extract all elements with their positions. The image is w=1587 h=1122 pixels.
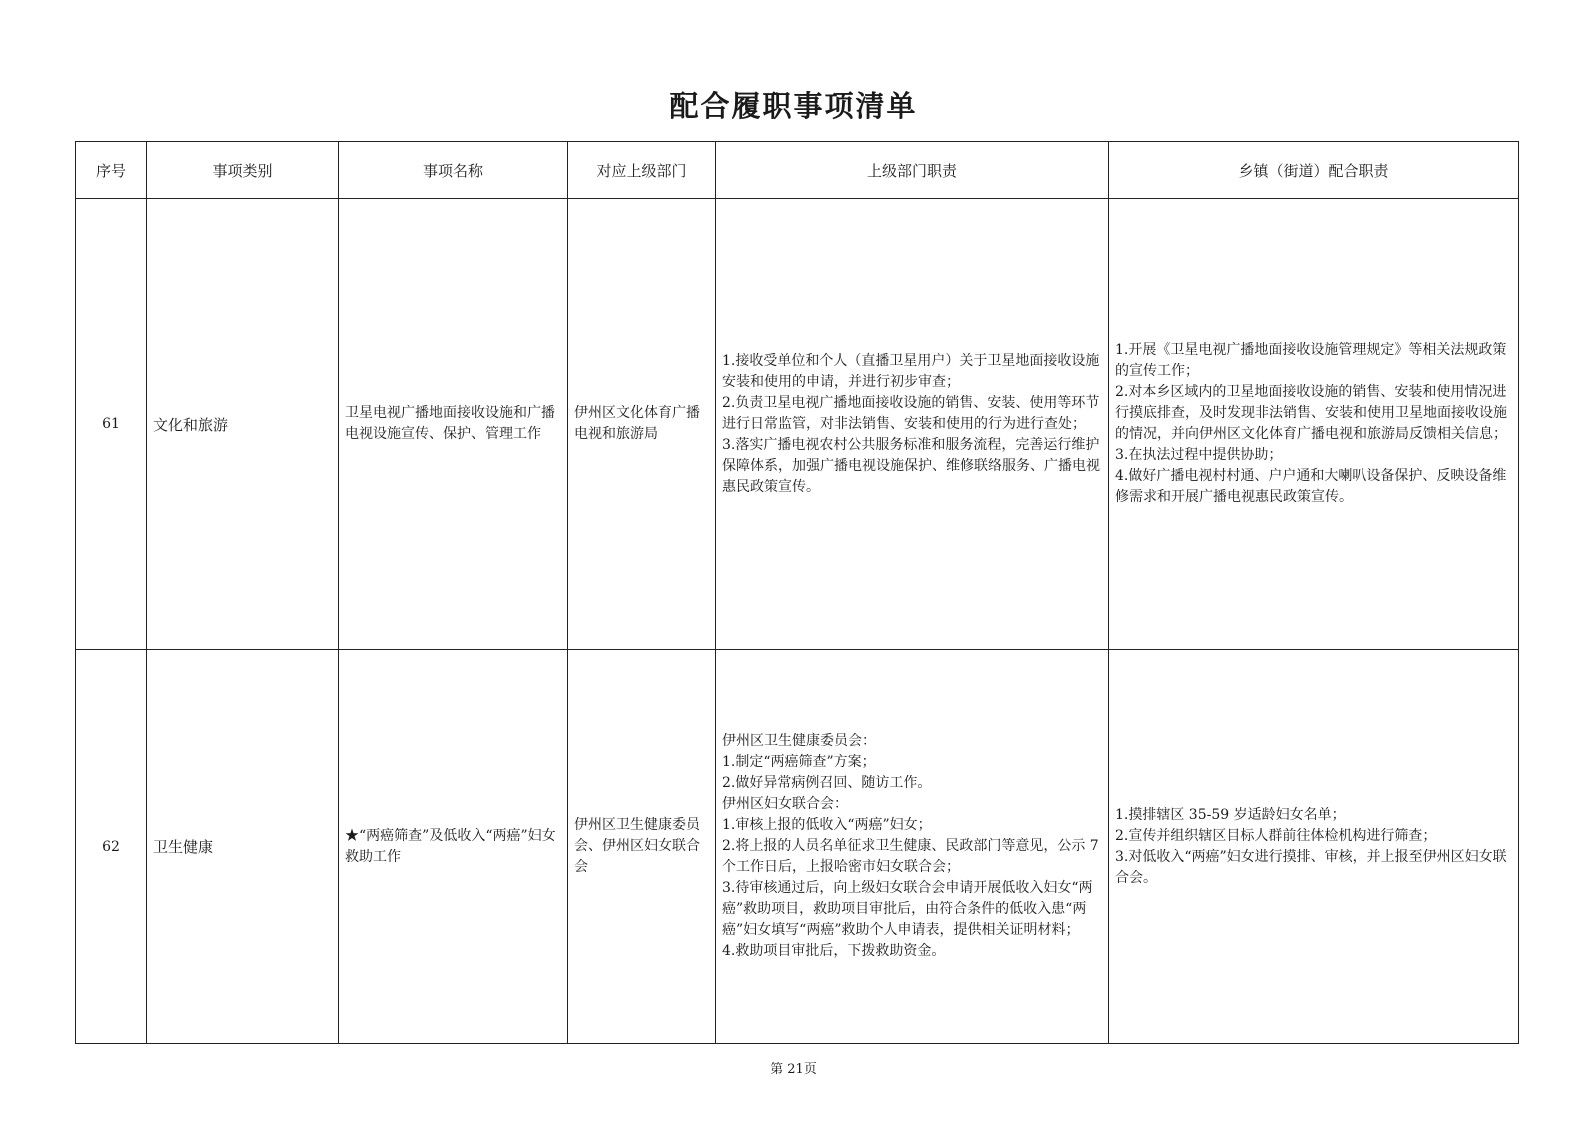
duty-line: 4.救助项目审批后，下拨救助资金。 [722, 943, 946, 959]
duty-line: 2.将上报的人员名单征求卫生健康、民政部门等意见，公示 7 个工作日后，上报哈密市妇女联合会； [722, 838, 1099, 875]
row-category: 卫生健康 [147, 650, 339, 1044]
row-index: 62 [76, 650, 147, 1044]
row-name: ★“两癌筛查”及低收入“两癌”妇女救助工作 [339, 650, 568, 1044]
row-name: 卫星电视广播地面接收设施和广播电视设施宣传、保护、管理工作 [339, 199, 568, 650]
cooperation-line: 1.摸排辖区 35-59 岁适龄妇女名单； [1115, 806, 1346, 823]
row-cooperation [1109, 650, 1519, 1044]
row-duties [716, 199, 1109, 650]
page-number: 第 21页 [770, 1062, 817, 1077]
cooperation-line: 4.做好广播电视村村通、户户通和大喇叭设备保护、反映设备维修需求和开展广播电视惠民政策宣传。 [1115, 468, 1507, 505]
column-header-department: 对应上级部门 [568, 142, 716, 199]
duty-line: 3.落实广播电视农村公共服务标准和服务流程，完善运行维护保障体系，加强广播电视设施保护、维修联络服务、广播电视惠民政策宣传。 [722, 436, 1100, 495]
column-header-index: 序号 [76, 142, 147, 199]
row-department: 伊州区文化体育广播电视和旅游局 [568, 199, 716, 650]
duty-line: 3.待审核通过后，向上级妇女联合会申请开展低收入妇女“两癌”救助项目，救助项目审批后，由符合条件的低收入患“两癌”妇女填写“两癌”救助个人申请表，提供相关证明材料； [722, 880, 1093, 938]
row-category: 文化和旅游 [147, 199, 339, 650]
duty-line: 1.审核上报的低收入“两癌”妇女； [722, 817, 932, 833]
column-header-category: 事项类别 [147, 142, 339, 199]
table-row [76, 650, 1519, 1044]
page-title: 配合履职事项清单 [669, 89, 918, 123]
duty-line: 伊州区妇女联合会： [722, 796, 848, 812]
duty-line: 2.负责卫星电视广播地面接收设施的销售、安装、使用等环节进行日常监管，对非法销售、安装和使用的行为进行查处； [722, 394, 1100, 432]
row-index: 61 [76, 199, 147, 650]
table-header-row [76, 142, 1519, 199]
table-row [76, 199, 1519, 650]
row-cooperation [1109, 199, 1519, 650]
column-header-cooperation: 乡镇（街道）配合职责 [1109, 142, 1519, 199]
duty-line: 1.制定“两癌筛查”方案； [722, 754, 876, 770]
row-department: 伊州区卫生健康委员会、伊州区妇女联合会 [568, 650, 716, 1044]
duty-line: 2.做好异常病例召回、随访工作。 [722, 775, 932, 791]
row-duties [716, 650, 1109, 1044]
duty-table [75, 141, 1519, 1044]
cooperation-line: 2.宣传并组织辖区目标人群前往体检机构进行筛查； [1115, 827, 1437, 844]
duty-line: 1.接收受单位和个人（直播卫星用户）关于卫星地面接收设施安装和使用的申请，并进行初步审查； [722, 352, 1100, 390]
cooperation-line: 1.开展《卫星电视广播地面接收设施管理规定》等相关法规政策的宣传工作； [1115, 342, 1507, 379]
cooperation-line: 3.在执法过程中提供协助； [1115, 447, 1283, 463]
column-header-duties: 上级部门职责 [716, 142, 1109, 199]
column-header-name: 事项名称 [339, 142, 568, 199]
cooperation-line: 2.对本乡区域内的卫星地面接收设施的销售、安装和使用情况进行摸底排查，及时发现非法销售、安装和使用卫星地面接收设施的情况，并向伊州区文化体育广播电视和旅游局反馈相关信息； [1115, 384, 1507, 442]
duty-line: 伊州区卫生健康委员会： [722, 733, 876, 749]
cooperation-line: 3.对低收入“两癌”妇女进行摸排、审核，并上报至伊州区妇女联合会。 [1115, 848, 1507, 886]
